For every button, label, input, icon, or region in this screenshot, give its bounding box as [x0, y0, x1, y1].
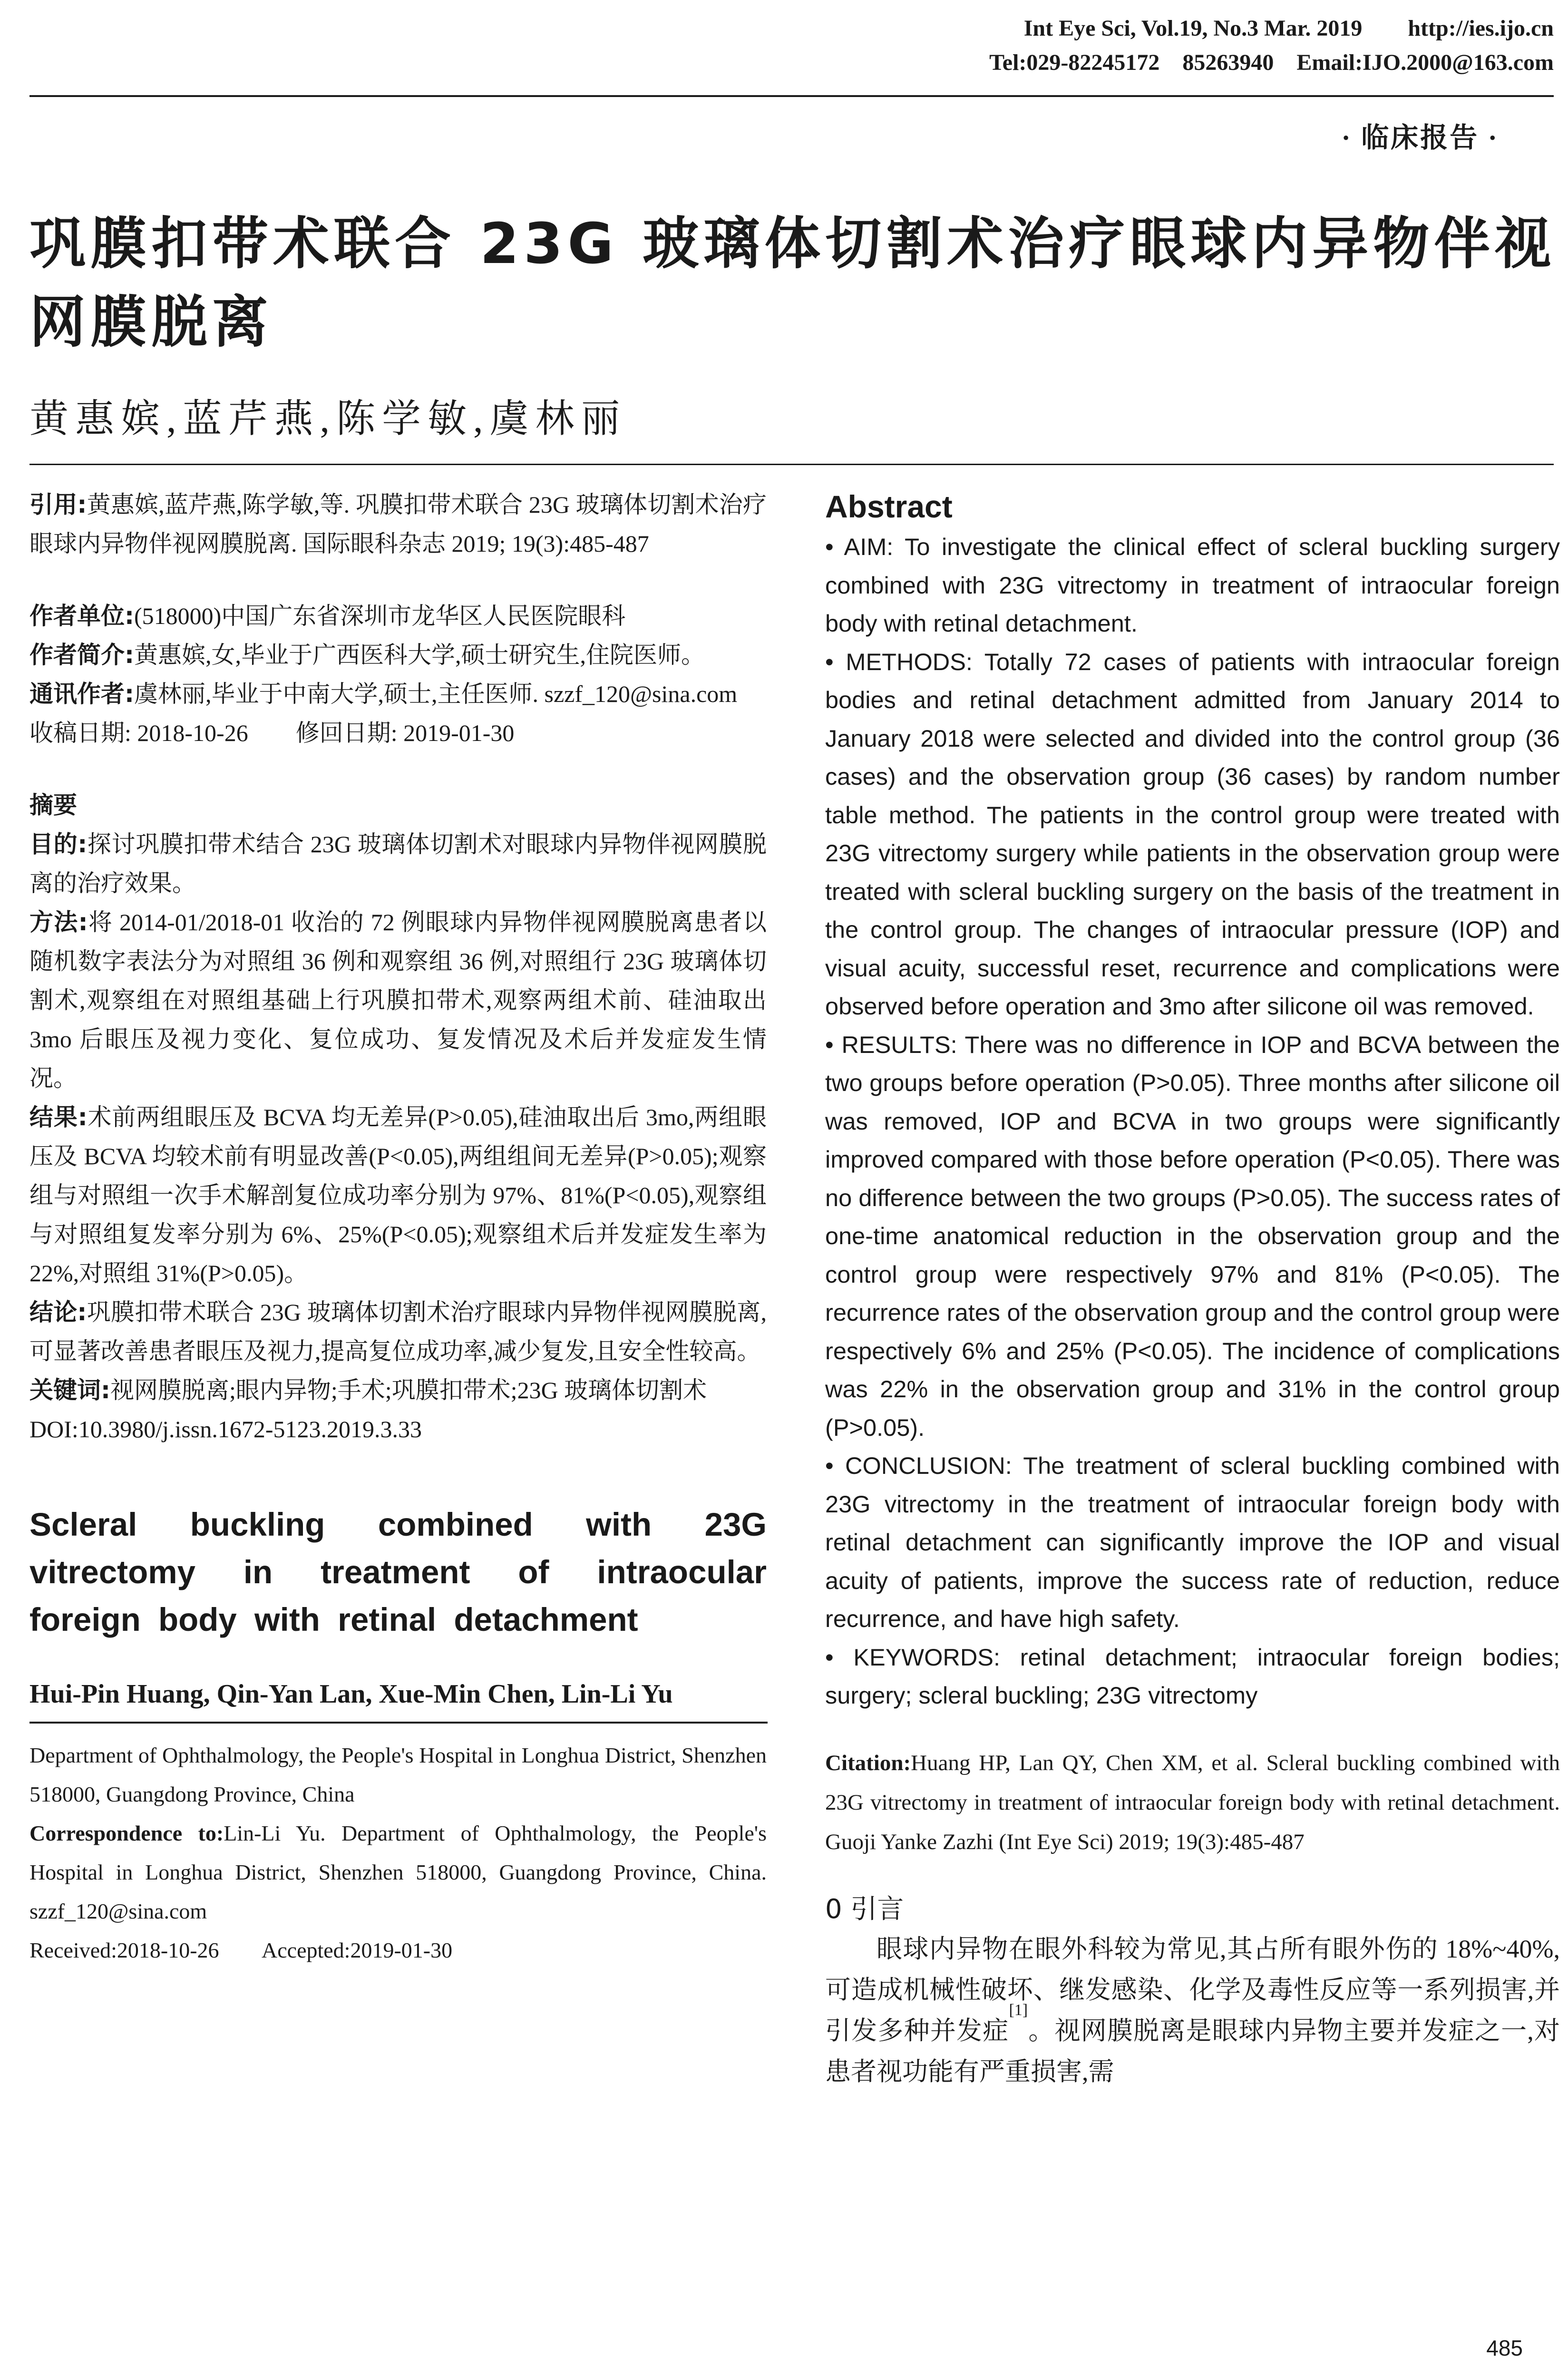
right-column — [825, 485, 1560, 2092]
methods-label: 方法: — [29, 908, 88, 936]
introduction-text: 眼球内异物在眼外科较为常见,其占所有眼外伤的 18%~40%,可造成机械性破坏、继发感染、化学及毒性反应等一系列损害,并引发多种并发症 — [825, 1934, 1560, 2045]
abstract-en-aim: • AIM: To investigate the clinical effect of scleral buckling surgery combined with 23G vitrectomy in treatment of intraocular foreign body with retinal detachment. — [825, 533, 1560, 637]
abstract-cn-methods — [29, 903, 767, 1098]
doi: DOI:10.3980/j.issn.1672-5123.2019.3.33 — [29, 1416, 422, 1442]
keywords-cn-label: 关键词: — [29, 1376, 110, 1404]
author-bio — [29, 635, 767, 674]
conclusion-text: 巩膜扣带术联合 23G 玻璃体切割术治疗眼球内异物伴视网膜脱离,可显著改善患者眼压及视力,提高复位成功率,减少复发,且安全性较高。 — [29, 1299, 767, 1364]
abstract-en-heading: Abstract — [825, 489, 953, 524]
abstract-en-conclusion: • CONCLUSION: The treatment of scleral buckling combined with 23G vitrectomy in the treatment of intraocular foreign body with retinal detachment can significantly improve the IOP and visual acuity of patients, improve the success rate of reduction, reduce recurrence, and have high safety. — [825, 1452, 1560, 1632]
aim-label: 目的: — [29, 830, 88, 858]
journal-header-line2: Tel:029-82245172 85263940 Email:IJO.2000@163.com — [989, 50, 1554, 75]
abstract-en-keywords: • KEYWORDS: retinal detachment; intraocular foreign bodies; surgery; scleral buckling; 23G vitrectomy — [825, 1643, 1560, 1709]
introduction-paragraph — [825, 1929, 1560, 2092]
methods-text: 将 2014-01/2018-01 收治的 72 例眼球内异物伴视网膜脱离患者以随机数字表法分为对照组 36 例和观察组 36 例,对照组行 23G 玻璃体切割术,观察组在对照组基础上行巩膜扣带术,观察两组术前、硅油取出 3mo 后眼压及视力变化、复位成功、复发情况及术后并发症发生情况。 — [29, 909, 767, 1091]
reference-marker: [1] — [1009, 2001, 1028, 2019]
results-label: 结果: — [29, 1103, 88, 1131]
abstract-en-methods: • METHODS: Totally 72 cases of patients with intraocular foreign bodies and retinal detachment admitted from January 2014 to January 2018 were selected and divided into the control group (36 cases) and the observation group (36 cases) by random number table method. The patients in the control group were treated with 23G vitrectomy surgery while patients in the observation group were treated with scleral buckling surgery on the basis of the treatment in the control group. The changes of intraocular pressure (IOP) and visual acuity, successful reset, recurrence and complications were observed before operation and 3mo after silicone oil was removed. — [825, 648, 1560, 1020]
affiliation-en: Department of Ophthalmology, the People's Hospital in Longhua District, Shenzhen 518000, Guangdong Province, China — [29, 1743, 767, 1806]
author-bio-label: 作者简介: — [29, 641, 134, 669]
author-bio-text: 黄惠嫔,女,毕业于广西医科大学,硕士研究生,住院医师。 — [134, 642, 705, 668]
abstract-cn-heading: 摘要 — [29, 791, 77, 819]
citation-cn-text: 黄惠嫔,蓝芹燕,陈学敏,等. 巩膜扣带术联合 23G 玻璃体切割术治疗眼球内异物伴视网膜脱离. 国际眼科杂志 2019; 19(3):485-487 — [29, 491, 767, 557]
authors-rule — [29, 464, 1554, 465]
citation-cn-label: 引用: — [29, 491, 87, 518]
article-title-en: Scleral buckling combined with 23G vitrectomy in treatment of intraocular foreign body with retinal detachment — [29, 1506, 767, 1638]
page-number: 485 — [1486, 2336, 1523, 2360]
authors-cn: 黄惠嫔,蓝芹燕,陈学敏,虞林丽 — [29, 397, 627, 440]
received-dates-en: Received:2018-10-26 Accepted:2019-01-30 — [29, 1938, 453, 1962]
corresponding-author-label: 通讯作者: — [29, 680, 134, 708]
author-unit — [29, 596, 767, 635]
aim-text: 探讨巩膜扣带术结合 23G 玻璃体切割术对眼球内异物伴视网膜脱离的治疗效果。 — [29, 831, 767, 896]
author-unit-label: 作者单位: — [29, 602, 134, 630]
citation-en-text: Huang HP, Lan QY, Chen XM, et al. Scleral buckling combined with 23G vitrectomy in treatment of intraocular foreign body with retinal detachment. Guoji Yanke Zazhi (Int Eye Sci) 2019; 19(3):485-487 — [825, 1750, 1560, 1854]
correspondence-en-text: Lin-Li Yu. Department of Ophthalmology, the People's Hospital in Longhua District, Shenzhen 518000, Guangdong Province, China. szzf_120@sina.com — [29, 1821, 767, 1923]
correspondence-en-label: Correspondence to: — [29, 1821, 224, 1845]
abstract-cn-aim — [29, 825, 767, 903]
introduction-text-continued: 。视网膜脱离是眼球内异物主要并发症之一,对患者视功能有严重损害,需 — [825, 2016, 1560, 2086]
results-text: 术前两组眼压及 BCVA 均无差异(P>0.05),硅油取出后 3mo,两组眼压及 BCVA 均较术前有明显改善(P<0.05),两组组间无差异(P>0.05);观察组与对照组一次手术解剖复位成功率分别为 97%、81%(P<0.05),观察组与对照组复发率分别为 6%、25%(P<0.05);观察组术后并发症发生率为 22%,对照组 31%(P>0.05)。 — [29, 1104, 767, 1286]
correspondence-en — [29, 1814, 767, 1931]
citation-en-label: Citation: — [825, 1750, 911, 1775]
keywords-cn-text: 视网膜脱离;眼内异物;手术;巩膜扣带术;23G 玻璃体切割术 — [110, 1377, 707, 1403]
abstract-cn-conclusion — [29, 1293, 767, 1371]
abstract-en-results: • RESULTS: There was no difference in IOP and BCVA between the two groups before operation (P>0.05). Three months after silicone oil was removed, IOP and BCVA in two groups were significantly improved compared with those before operation (P<0.05). There was no difference between the two groups (P>0.05). The success rates of one-time anatomical reduction in the observation group and the control group were respectively 97% and 81% (P<0.05). The recurrence rates of the observation group and the control group were respectively 6% and 25% (P<0.05). The incidence of complications was 22% in the observation group and 31% in the control group (P>0.05). — [825, 1031, 1560, 1441]
header-rule — [29, 95, 1554, 97]
section-tag: · 临床报告 · — [1341, 122, 1499, 153]
conclusion-label: 结论: — [29, 1298, 87, 1326]
author-unit-text: (518000)中国广东省深圳市龙华区人民医院眼科 — [134, 603, 626, 629]
citation-cn — [29, 485, 767, 563]
keywords-cn — [29, 1371, 767, 1410]
journal-header-line1: Int Eye Sci, Vol.19, No.3 Mar. 2019 http://ies.ijo.cn — [1023, 16, 1554, 41]
citation-en — [825, 1744, 1560, 1862]
introduction-heading: 0 引言 — [825, 1893, 904, 1925]
affiliation-rule — [29, 1722, 768, 1724]
article-title-cn: 巩膜扣带术联合 23G 玻璃体切割术治疗眼球内异物伴视网膜脱离 — [29, 211, 1556, 355]
received-dates-cn: 收稿日期: 2018-10-26 修回日期: 2019-01-30 — [29, 720, 515, 746]
abstract-cn-results — [29, 1098, 767, 1293]
corresponding-author — [29, 674, 767, 713]
authors-en: Hui-Pin Huang, Qin-Yan Lan, Xue-Min Chen, Lin-Li Yu — [29, 1679, 673, 1709]
left-column — [29, 485, 767, 1970]
corresponding-author-text: 虞林丽,毕业于中南大学,硕士,主任医师. szzf_120@sina.com — [134, 681, 738, 707]
